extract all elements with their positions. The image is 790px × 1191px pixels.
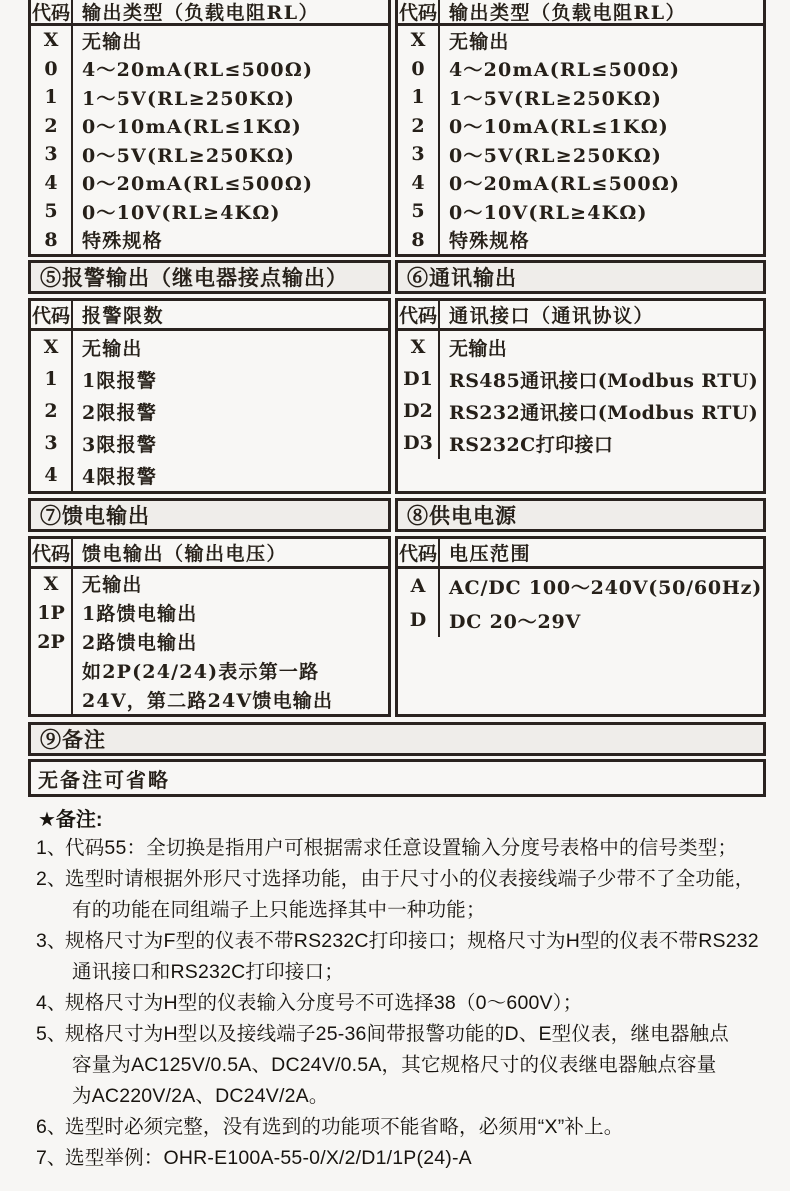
table-header-row (398, 301, 763, 331)
note-line: 选型时必须完整，没有选到的功能项不能省略，必须用“X”补上。 (65, 1116, 624, 1138)
desc-cell: AC/DC 100～240V(50/60Hz) (449, 576, 763, 599)
table-row (31, 569, 388, 598)
desc-cell: DC 20～29V (449, 610, 582, 633)
table-row (31, 685, 388, 714)
note-item-2 (28, 864, 766, 926)
table-header-row (398, 0, 763, 26)
code-cell: 8 (31, 226, 73, 255)
code-cell: 0 (398, 55, 440, 84)
code-cell: 0 (31, 55, 73, 84)
desc-cell: 如2P(24/24)表示第一路 (82, 661, 320, 683)
output-type-tables-row (28, 0, 766, 257)
code-cell: 3 (31, 427, 73, 459)
note-line: 规格尺寸为F型的仪表不带RS232C打印接口；规格尺寸为H型的仪表不带RS232 (65, 930, 759, 952)
table-row (398, 169, 763, 198)
table-row (31, 331, 388, 363)
note-item-3 (28, 926, 766, 988)
note-line: 代码55：全切换是指用户可根据需求任意设置输入分度号表格中的信号类型； (65, 837, 738, 859)
col-header-code: 代码 (31, 301, 73, 328)
code-cell: 2P (31, 627, 73, 656)
table-row (398, 427, 763, 459)
desc-cell: 特殊规格 (82, 230, 163, 253)
desc-cell: 2限报警 (82, 401, 158, 424)
note-item-4 (28, 988, 766, 1019)
note-number: 1、 (36, 837, 67, 859)
code-cell: D2 (398, 395, 440, 427)
section-title: ⑦馈电输出 (40, 503, 150, 528)
table-header-row (31, 301, 388, 331)
section-title: ⑥通讯输出 (407, 265, 517, 290)
desc-cell: 无输出 (82, 574, 143, 596)
table-row (31, 197, 388, 226)
table-row (398, 83, 763, 112)
section-header-remark (28, 722, 766, 756)
section-bands-7-8 (28, 498, 766, 532)
code-cell: X (31, 331, 73, 363)
note-item-5 (28, 1019, 766, 1112)
table-row (31, 83, 388, 112)
output-type-table-left (28, 0, 391, 257)
power-supply-table (395, 536, 766, 717)
table-row (31, 112, 388, 141)
note-number: 6、 (36, 1116, 67, 1138)
section-header-comm-output (395, 260, 766, 294)
code-cell: D1 (398, 363, 440, 395)
table-row (398, 331, 763, 363)
code-cell: 1 (31, 363, 73, 395)
col-header-output-type: 输出类型（负载电阻RL） (82, 2, 320, 24)
desc-cell: 无输出 (82, 337, 143, 360)
code-cell: 2 (398, 112, 440, 141)
code-cell: 1 (31, 83, 73, 112)
desc-cell: 1～5V(RL≥250KΩ) (449, 87, 663, 110)
code-cell: 1 (398, 83, 440, 112)
col-header-code: 代码 (31, 539, 73, 566)
desc-cell: 4限报警 (82, 465, 158, 488)
table-header-row (31, 0, 388, 26)
code-cell: 4 (31, 459, 73, 491)
note-line: 规格尺寸为H型以及接线端子25-36间带报警功能的D、E型仪表，继电器触点 (65, 1023, 729, 1045)
desc-cell: 1路馈电输出 (82, 603, 198, 625)
alarm-comm-tables-row (28, 298, 766, 494)
code-cell: 2 (31, 112, 73, 141)
col-header-code: 代码 (398, 301, 440, 328)
desc-cell: 特殊规格 (449, 230, 530, 253)
remark-text: 无备注可省略 (38, 767, 170, 792)
table-header-row (31, 539, 388, 569)
desc-cell: 24V，第二路24V馈电输出 (82, 690, 334, 712)
col-header-code: 代码 (398, 0, 440, 23)
section-header-power-supply (395, 498, 766, 532)
table-row (31, 427, 388, 459)
col-header-alarm-limit: 报警限数 (82, 305, 165, 327)
col-header-code: 代码 (398, 539, 440, 566)
code-cell: 5 (31, 197, 73, 226)
table-row (398, 603, 763, 637)
desc-cell: 2路馈电输出 (82, 632, 198, 654)
code-cell: 4 (398, 169, 440, 198)
desc-cell: RS232通讯接口(Modbus RTU) (449, 401, 759, 424)
code-cell: 8 (398, 226, 440, 255)
section-title: ⑧供电电源 (407, 503, 517, 528)
desc-cell: 无输出 (449, 337, 508, 360)
code-cell: X (398, 331, 440, 363)
code-cell: 3 (31, 140, 73, 169)
code-cell: 4 (31, 169, 73, 198)
code-cell: X (398, 26, 440, 55)
table-row (398, 197, 763, 226)
table-row (31, 140, 388, 169)
note-line: 选型举例：OHR-E100A-55-0/X/2/D1/1P(24)-A (65, 1147, 472, 1169)
desc-cell: 1限报警 (82, 369, 158, 392)
note-item-7 (28, 1143, 766, 1174)
desc-cell: 4～20mA(RL≤500Ω) (82, 59, 314, 82)
table-row (398, 363, 763, 395)
note-item-6 (28, 1112, 766, 1143)
desc-cell: 0～20mA(RL≤500Ω) (449, 173, 681, 196)
section-title: ⑨备注 (40, 727, 106, 752)
table-row (31, 169, 388, 198)
table-row (398, 395, 763, 427)
note-line: 通讯接口和RS232C打印接口； (72, 961, 344, 983)
notes-title: ★备注: (38, 809, 103, 831)
section-title: ⑤报警输出（继电器接点输出） (40, 265, 348, 290)
col-header-output-type: 输出类型（负载电阻RL） (449, 2, 687, 24)
section-bands-5-6 (28, 260, 766, 294)
table-row (31, 656, 388, 685)
desc-cell: 0～5V(RL≥250KΩ) (82, 144, 296, 167)
desc-cell: 无输出 (449, 30, 510, 53)
table-row (398, 140, 763, 169)
feed-output-table (28, 536, 391, 717)
desc-cell: 0～10V(RL≥4KΩ) (82, 201, 281, 224)
col-header-comm-interface: 通讯接口（通讯协议） (449, 305, 655, 327)
desc-cell: 0～10V(RL≥4KΩ) (449, 201, 648, 224)
desc-cell: 0～20mA(RL≤500Ω) (82, 173, 314, 196)
note-number: 5、 (36, 1023, 67, 1045)
code-cell: 1P (31, 598, 73, 627)
table-row (398, 112, 763, 141)
col-header-feed-voltage: 馈电输出（输出电压） (82, 543, 288, 565)
table-header-row (398, 539, 763, 569)
code-cell: D3 (398, 427, 440, 459)
table-row (31, 226, 388, 255)
note-number: 3、 (36, 930, 67, 952)
code-cell: 2 (31, 395, 73, 427)
table-row (31, 627, 388, 656)
code-cell: D (398, 603, 440, 637)
notes-block (28, 807, 766, 1174)
table-row (398, 226, 763, 255)
note-line: 规格尺寸为H型的仪表输入分度号不可选择38（0～600V）； (65, 992, 583, 1014)
code-cell: 5 (398, 197, 440, 226)
col-header-voltage-range: 电压范围 (449, 543, 532, 565)
note-number: 7、 (36, 1147, 67, 1169)
code-cell (31, 685, 73, 714)
table-row (31, 55, 388, 84)
code-cell (31, 656, 73, 685)
table-row (31, 459, 388, 491)
alarm-limit-table (28, 298, 391, 494)
desc-cell: RS232C打印接口 (449, 433, 614, 456)
desc-cell: 0～10mA(RL≤1KΩ) (82, 116, 303, 139)
table-row (398, 55, 763, 84)
remark-body (28, 759, 766, 797)
section-header-alarm-output (28, 260, 391, 294)
code-cell: X (31, 569, 73, 598)
note-number: 2、 (36, 868, 67, 890)
table-row (31, 363, 388, 395)
desc-cell: 3限报警 (82, 433, 158, 456)
comm-interface-table (395, 298, 766, 494)
table-row (31, 598, 388, 627)
note-number: 4、 (36, 992, 67, 1014)
table-row (398, 26, 763, 55)
desc-cell: 1～5V(RL≥250KΩ) (82, 87, 296, 110)
col-header-code: 代码 (31, 0, 73, 23)
desc-cell: 无输出 (82, 30, 143, 53)
section-header-feed-output (28, 498, 391, 532)
code-cell: A (398, 569, 440, 603)
note-line: 为AC220V/2A、DC24V/2A。 (72, 1085, 329, 1107)
table-row (31, 26, 388, 55)
feed-power-tables-row (28, 536, 766, 717)
desc-cell: 4～20mA(RL≤500Ω) (449, 59, 681, 82)
note-line: 有的功能在同组端子上只能选择其中一种功能； (72, 899, 486, 921)
desc-cell: RS485通讯接口(Modbus RTU) (449, 369, 759, 392)
note-line: 选型时请根据外形尺寸选择功能，由于尺寸小的仪表接线端子少带不了全功能， (65, 868, 755, 890)
table-row (31, 395, 388, 427)
desc-cell: 0～10mA(RL≤1KΩ) (449, 116, 670, 139)
code-cell: X (31, 26, 73, 55)
code-cell: 3 (398, 140, 440, 169)
note-line: 容量为AC125V/0.5A、DC24V/0.5A，其它规格尺寸的仪表继电器触点容量 (72, 1054, 717, 1076)
note-item-1 (28, 833, 766, 864)
desc-cell: 0～5V(RL≥250KΩ) (449, 144, 663, 167)
output-type-table-right (395, 0, 766, 257)
table-row (398, 569, 763, 603)
